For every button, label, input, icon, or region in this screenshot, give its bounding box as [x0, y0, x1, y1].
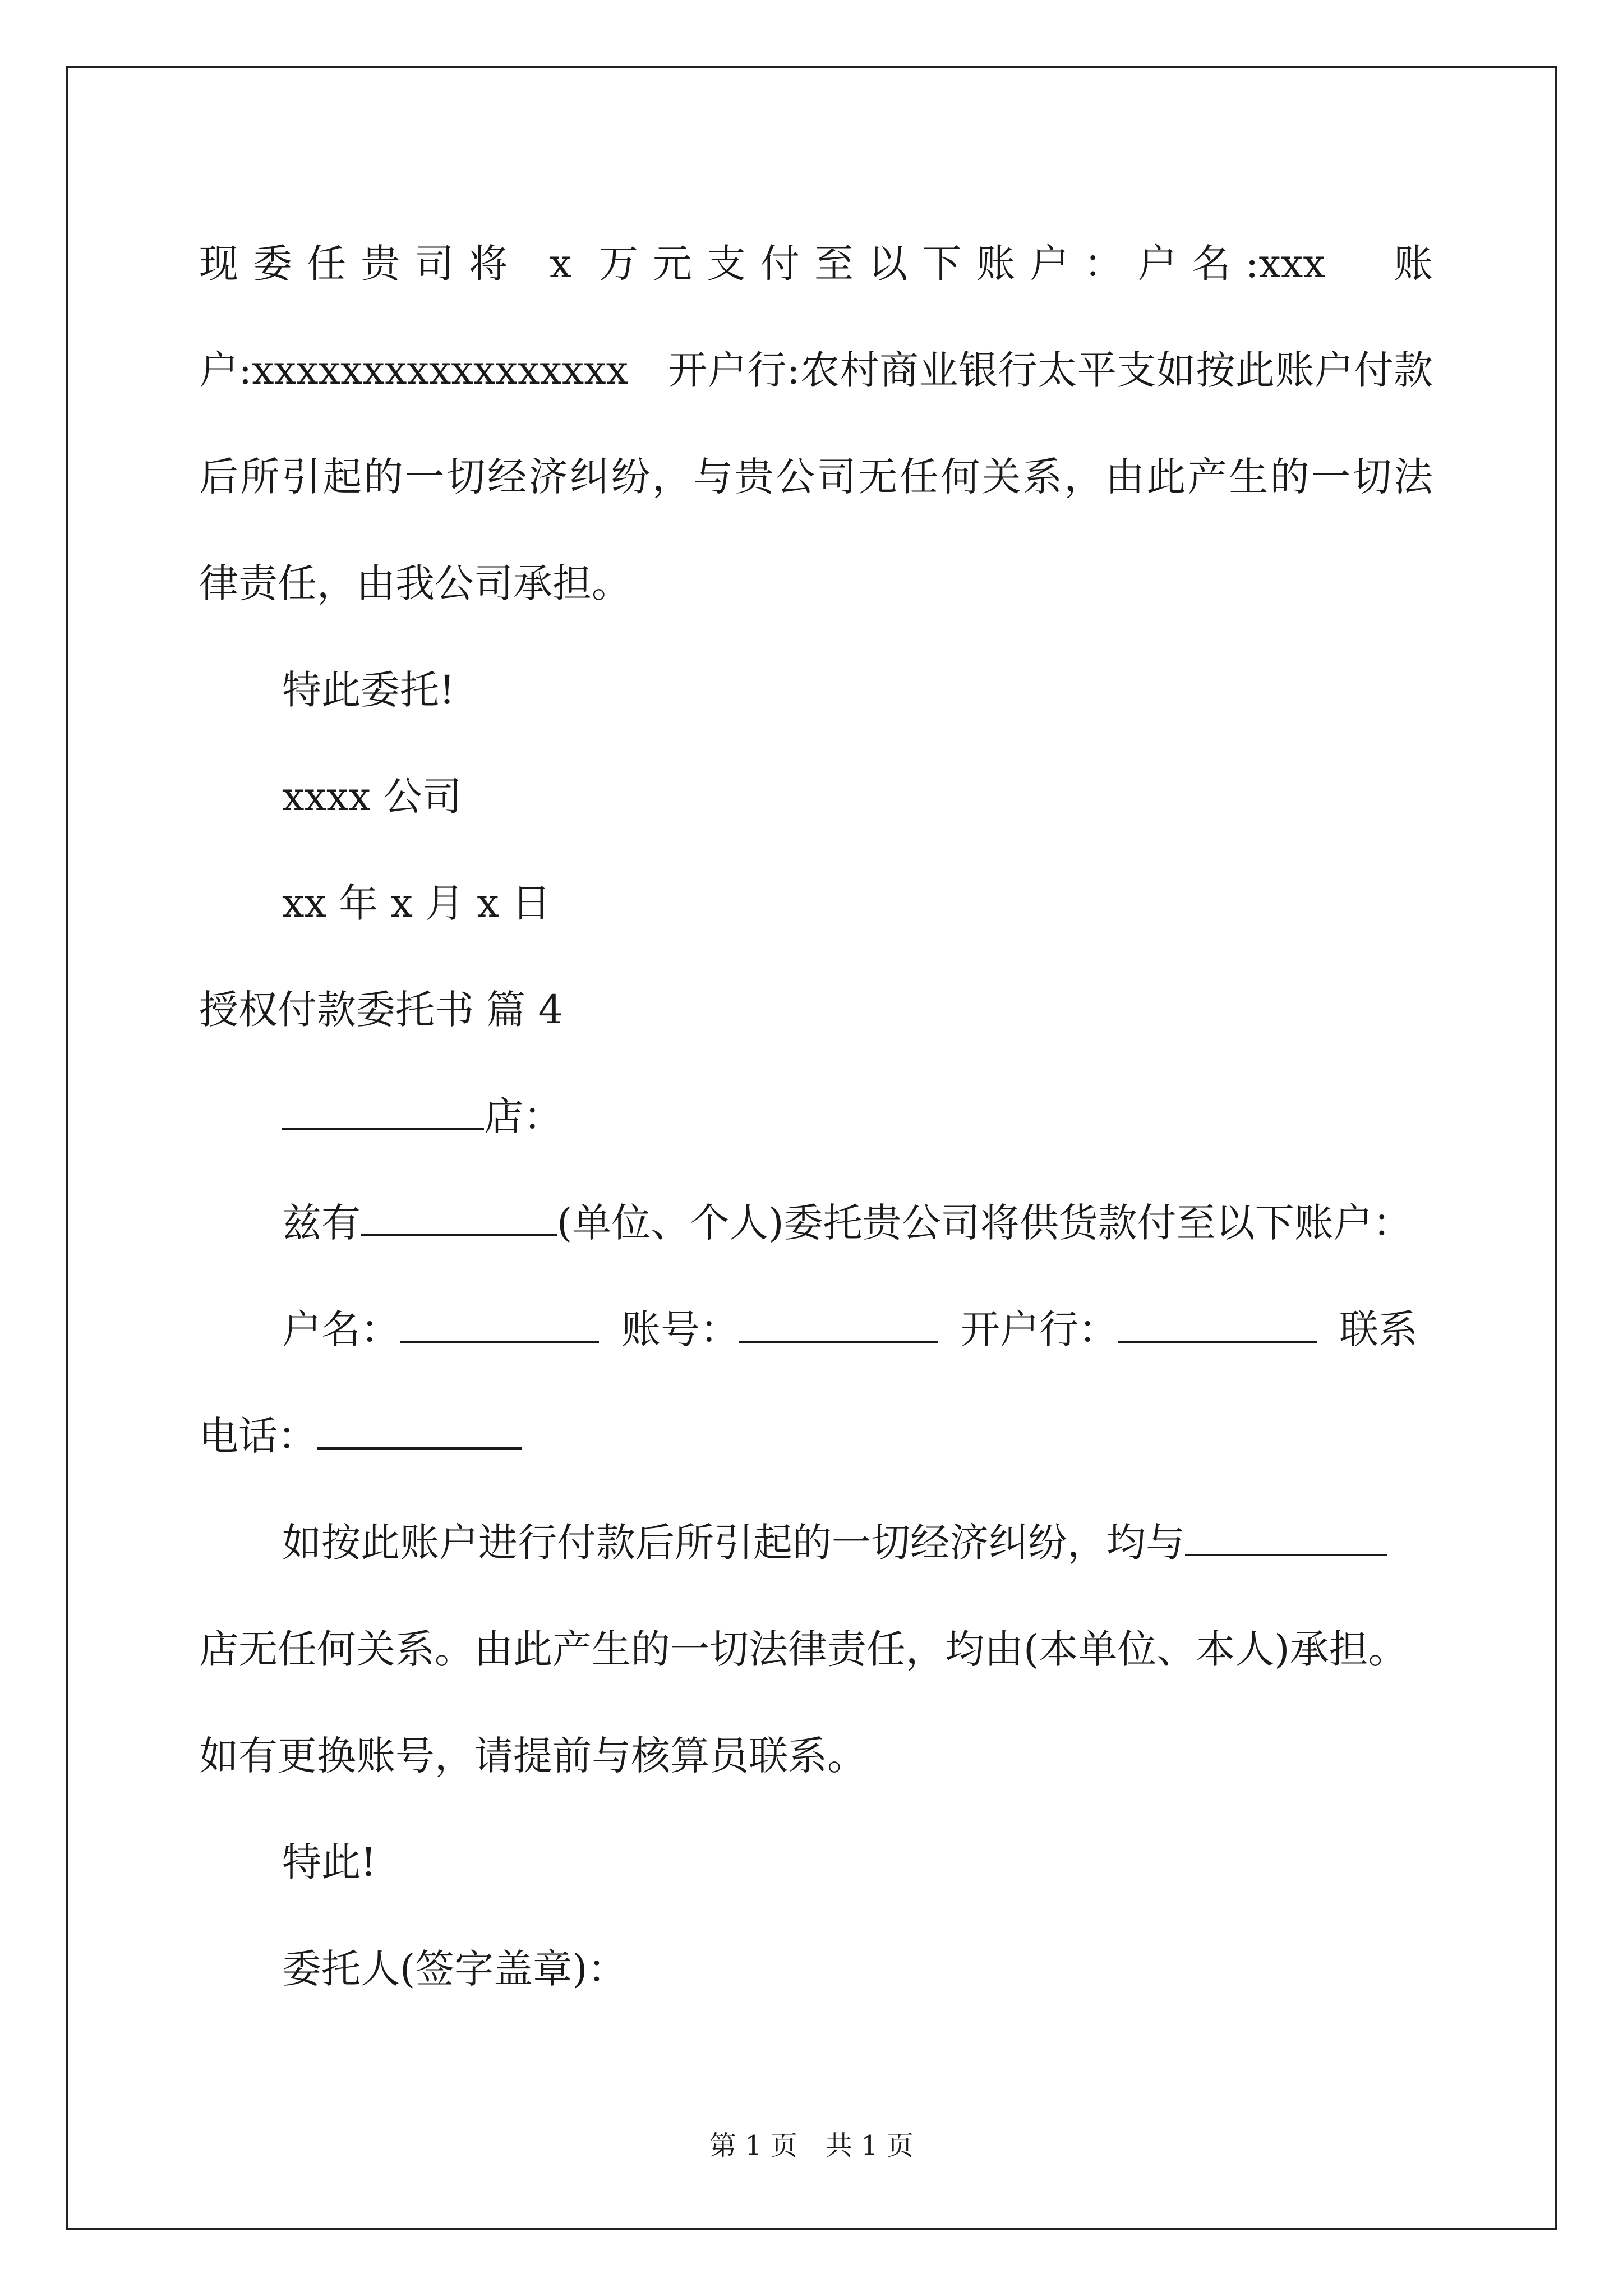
- entrust-line: [199, 1170, 1433, 1276]
- account-name-label: 户名：: [282, 1306, 400, 1352]
- phone-blank: [317, 1412, 522, 1450]
- dispute-prefix: 如按此账户进行付款后所引起的一切经济纠纷，均与: [282, 1520, 1185, 1566]
- account-change-line: 如有更换账号，请提前与核算员联系。: [199, 1733, 866, 1779]
- paragraph-line-1: 现委任贵司将 x 万元支付至以下账户：户名:xxx 账: [199, 241, 1433, 287]
- store-name-blank: [282, 1093, 484, 1130]
- liability-line: 店无任何关系。由此产生的一切法律责任，均由(本单位、本人)承担。: [199, 1626, 1408, 1672]
- dispute-store-blank: [1185, 1519, 1387, 1556]
- closing-entrust: 特此委托!: [282, 667, 455, 713]
- paragraph-line-4: 律责任，由我公司承担。: [199, 560, 631, 606]
- entrust-party-blank: [361, 1199, 557, 1236]
- company-signature: xxxx 公司: [282, 774, 462, 820]
- paragraph-line-2: 户:xxxxxxxxxxxxxxxxx 开户行:农村商业银行太平支如按此账户付款: [199, 347, 1433, 393]
- entrust-prefix: 兹有: [282, 1200, 361, 1246]
- account-number-label: 账号：: [621, 1306, 739, 1352]
- account-name-blank: [400, 1306, 599, 1343]
- contact-label: 联系: [1339, 1306, 1418, 1352]
- paragraph-line-3: 后所引起的一切经济纠纷，与贵公司无任何关系，由此产生的一切法: [199, 454, 1433, 500]
- document-body: [199, 210, 1433, 2022]
- phone-label: 电话：: [199, 1413, 317, 1459]
- phone-line: [199, 1383, 1433, 1489]
- closing-line: 特此!: [282, 1839, 377, 1885]
- entrust-suffix: (单位、个人)委托贵公司将供货款付至以下账户：: [557, 1200, 1412, 1246]
- bank-label: 开户行：: [961, 1306, 1118, 1352]
- page-total: 共 1 页: [826, 2130, 914, 2161]
- signature-date: xx 年 x 月 x 日: [282, 880, 551, 926]
- account-number-blank: [739, 1306, 938, 1343]
- section-heading: 授权付款委托书 篇 4: [199, 987, 564, 1033]
- bank-blank: [1118, 1306, 1317, 1343]
- store-addressee-line: [199, 1063, 1433, 1170]
- dispute-line: [199, 1489, 1433, 1596]
- principal-signature-line: 委托人(签字盖章)：: [282, 1946, 627, 1992]
- store-addressee-suffix: 店：: [484, 1093, 562, 1139]
- account-info-line: [199, 1276, 1433, 1383]
- page-current: 第 1 页: [709, 2130, 797, 2161]
- page-footer: [0, 2129, 1623, 2162]
